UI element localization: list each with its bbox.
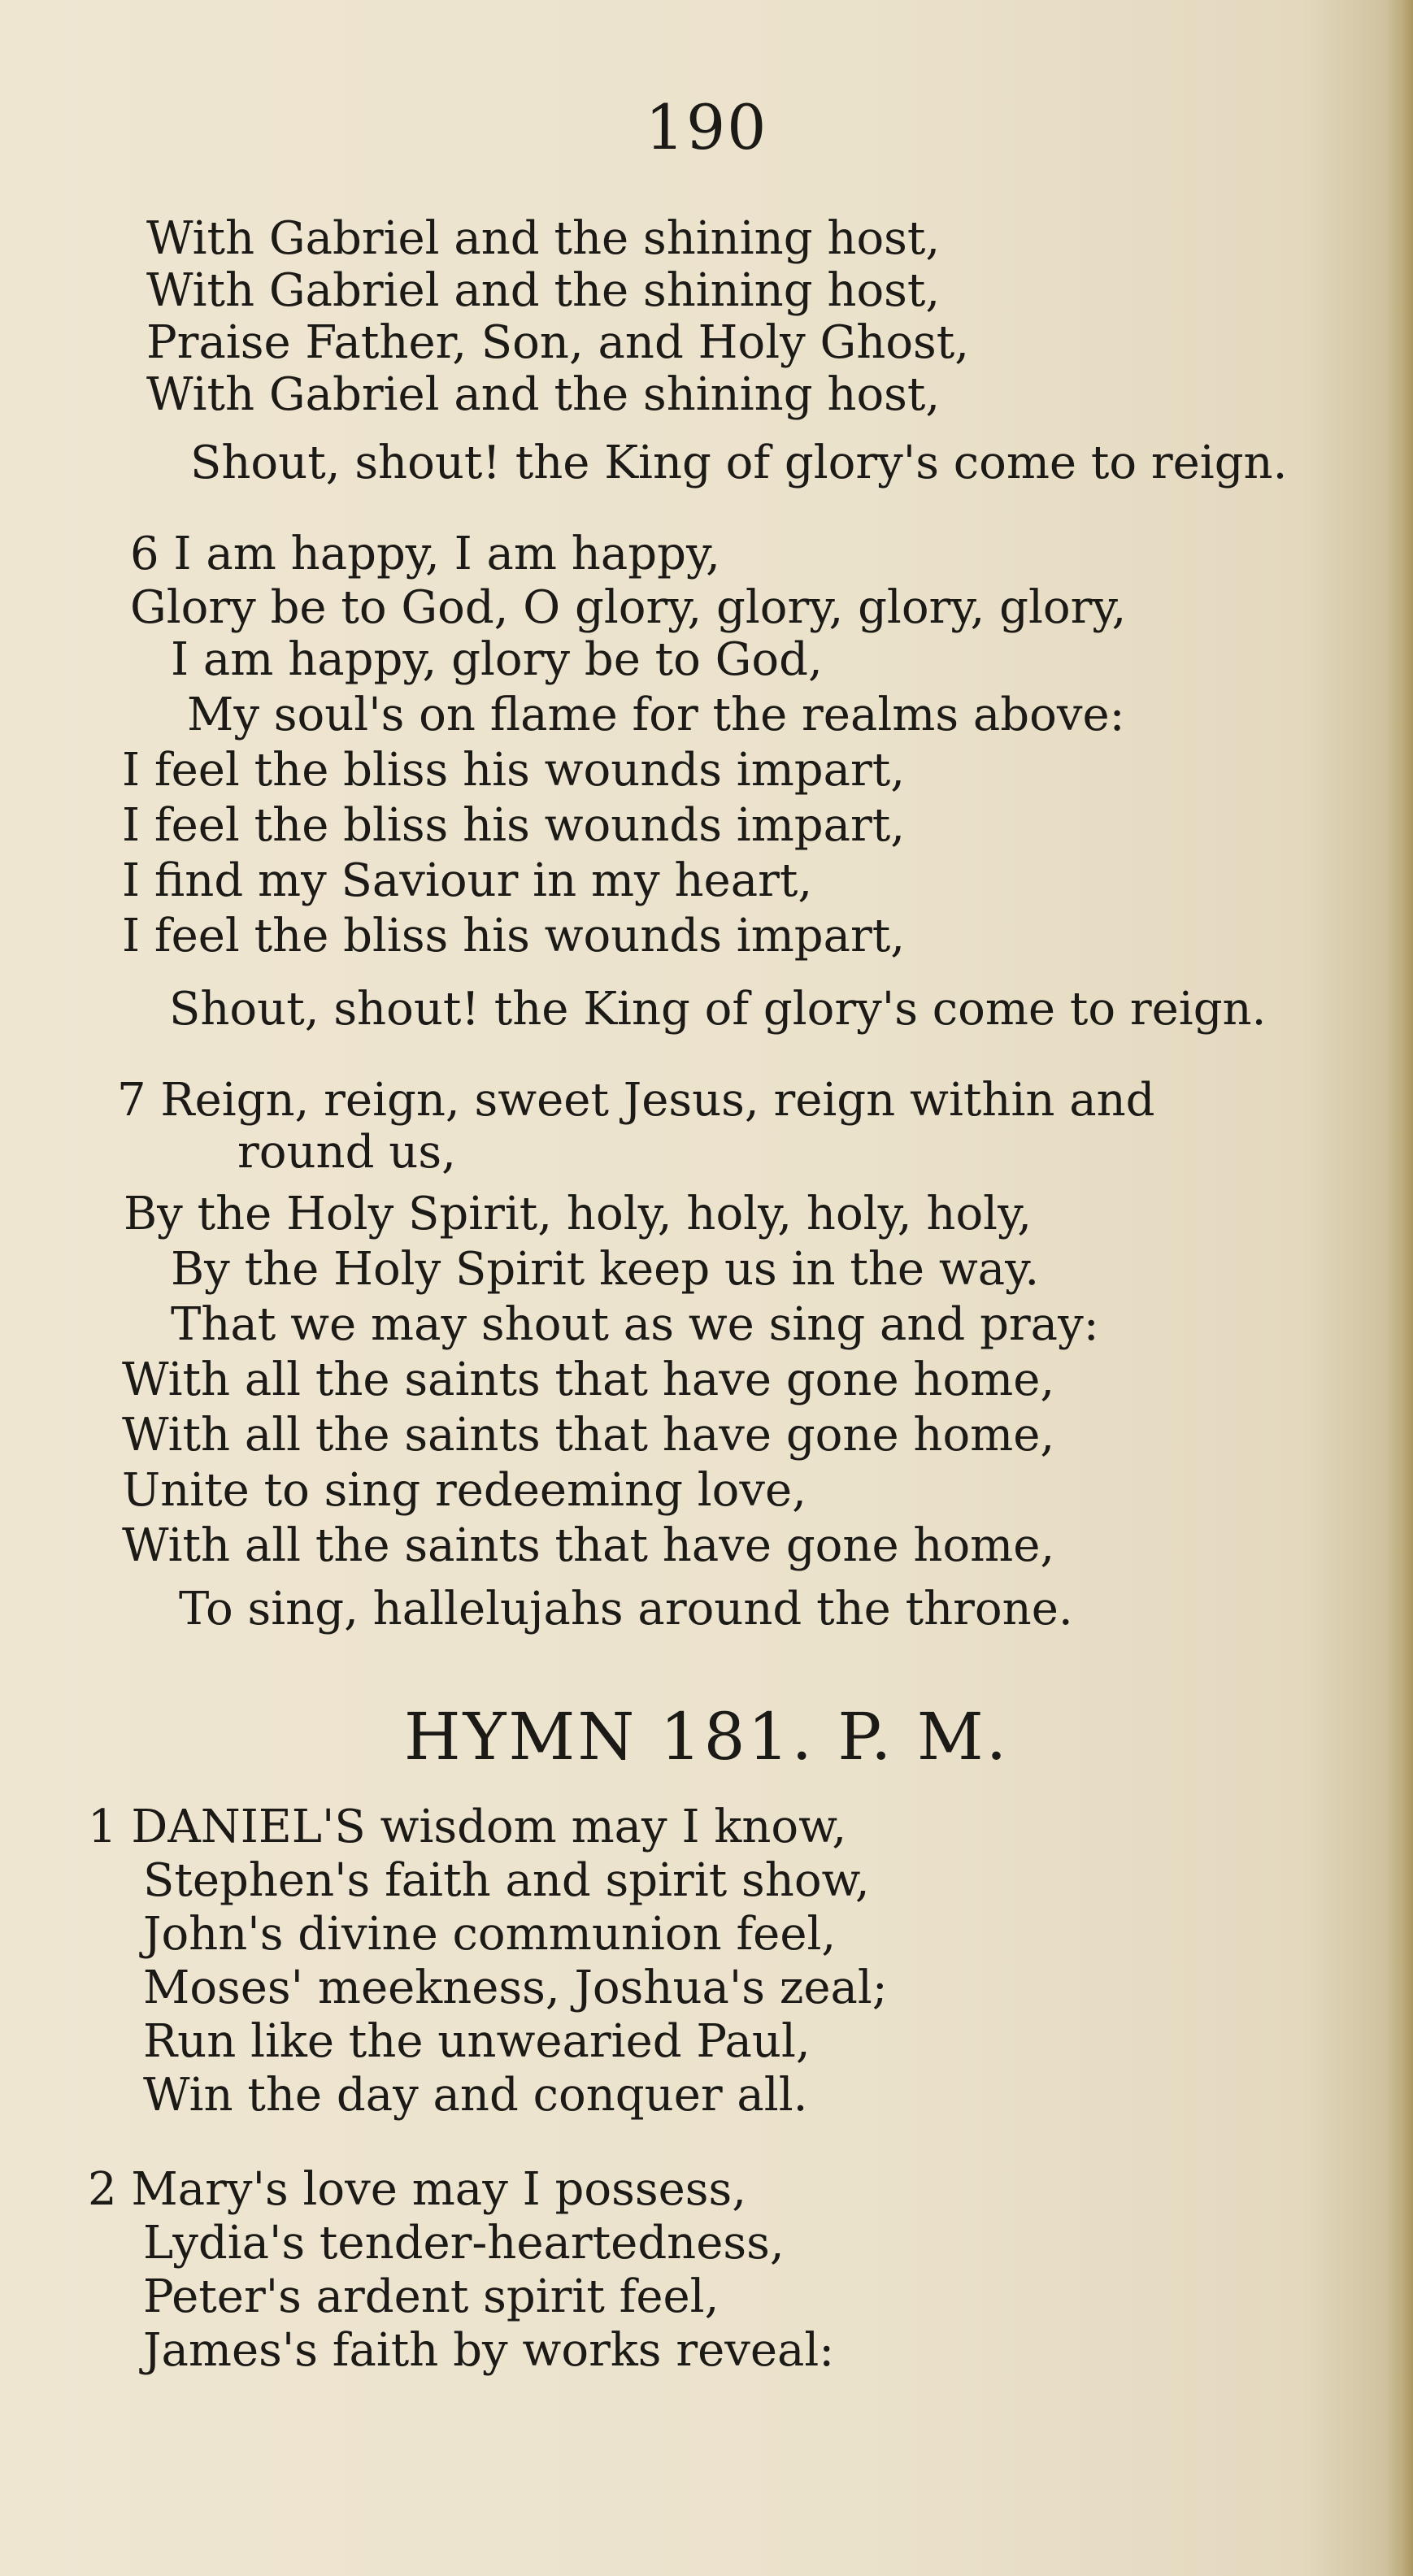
verse-line: James's faith by works reveal: — [143, 2324, 835, 2377]
verse-line: 7 Reign, reign, sweet Jesus, reign within and — [117, 1074, 1155, 1127]
verse-line: Lydia's tender-heartedness, — [143, 2217, 785, 2270]
verse-line: My soul's on flame for the realms above: — [187, 689, 1125, 741]
verse-line: With all the saints that have gone home, — [122, 1353, 1055, 1406]
verse-line: With all the saints that have gone home, — [122, 1519, 1055, 1572]
page-number: 190 — [645, 91, 768, 163]
verse-line: I feel the bliss his wounds impart, — [122, 799, 906, 852]
verse-line: Glory be to God, O glory, glory, glory, glory, — [130, 581, 1127, 634]
verse-line: round us, — [237, 1126, 456, 1179]
verse-line: With Gabriel and the shining host, — [146, 212, 941, 265]
verse-line: Moses' meekness, Joshua's zeal; — [143, 1961, 888, 2014]
verse-line: John's divine communion feel, — [143, 1908, 837, 1961]
verse-line: By the Holy Spirit, holy, holy, holy, holy, — [124, 1188, 1033, 1240]
refrain-line: Shout, shout! the King of glory's come to reign. — [190, 437, 1288, 489]
verse-line: With Gabriel and the shining host, — [146, 368, 941, 421]
verse-line: Unite to sing redeeming love, — [122, 1464, 806, 1517]
verse-line: With Gabriel and the shining host, — [146, 264, 941, 317]
verse-line: 2 Mary's love may I possess, — [88, 2163, 747, 2216]
page-edge-shadow — [1385, 0, 1413, 2576]
verse-line: By the Holy Spirit keep us in the way. — [171, 1243, 1040, 1296]
verse-line: To sing, hallelujahs around the throne. — [179, 1583, 1073, 1636]
refrain-line: Shout, shout! the King of glory's come to reign. — [169, 983, 1267, 1036]
verse-line: 1 DANIEL'S wisdom may I know, — [88, 1801, 847, 1853]
verse-line: Praise Father, Son, and Holy Ghost, — [146, 316, 970, 369]
verse-line: Run like the unwearied Paul, — [143, 2015, 811, 2068]
verse-line: With all the saints that have gone home, — [122, 1409, 1055, 1462]
verse-line: Stephen's faith and spirit show, — [143, 1854, 870, 1907]
verse-line: Peter's ardent spirit feel, — [143, 2270, 720, 2323]
verse-line: 6 I am happy, I am happy, — [130, 528, 720, 580]
verse-line: I am happy, glory be to God, — [171, 633, 823, 686]
verse-line: Win the day and conquer all. — [143, 2069, 808, 2122]
verse-line: That we may shout as we sing and pray: — [171, 1298, 1099, 1351]
verse-line: I feel the bliss his wounds impart, — [122, 744, 906, 797]
verse-line: I feel the bliss his wounds impart, — [122, 910, 906, 962]
verse-line: I find my Saviour in my heart, — [122, 854, 813, 907]
hymn-heading: HYMN 181. P. M. — [403, 1699, 1010, 1775]
